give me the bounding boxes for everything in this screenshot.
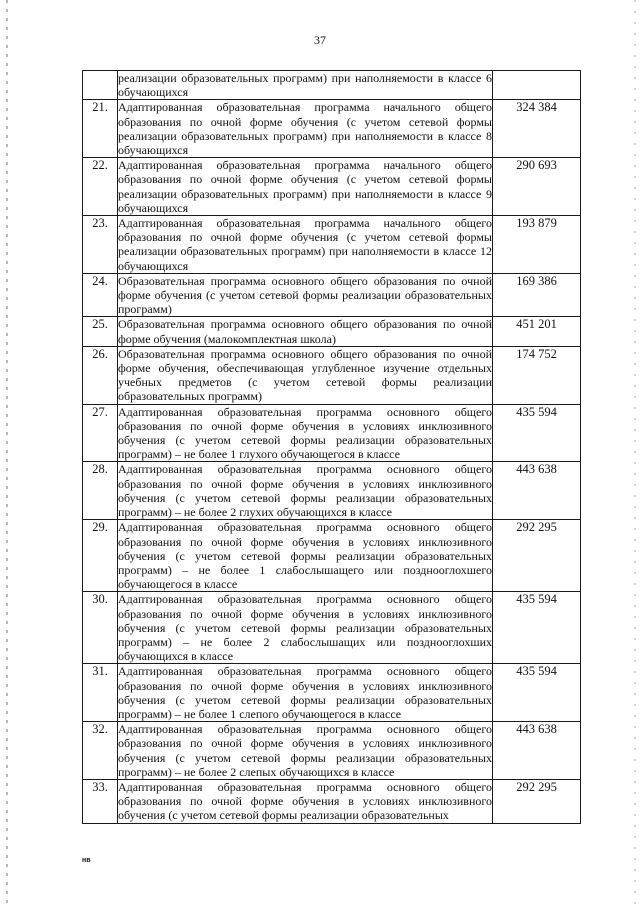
- table-row: [83, 317, 581, 346]
- row-number: 32.: [83, 722, 118, 780]
- row-description: Адаптированная образовательная программа начального общего образования по очной форме обучения (с учетом сетевой формы реализации образовательных программ) при наполняемости в классе 9 обучающихся: [118, 158, 492, 215]
- row-description: Образовательная программа основного общего образования по очной форме обучения (с учетом сетевой формы реализации образовательных программ): [118, 273, 492, 317]
- table-row: [83, 592, 581, 664]
- row-number: 21.: [83, 100, 118, 158]
- table-row: [83, 216, 581, 274]
- row-number: 23.: [83, 216, 118, 274]
- table-row: [83, 722, 581, 780]
- table-row: [83, 100, 581, 158]
- row-value: 435 594: [493, 404, 581, 462]
- row-value: 174 752: [493, 346, 581, 404]
- table-row: [83, 158, 581, 216]
- table-row: [83, 273, 581, 317]
- row-description: Адаптированная образовательная программа основного общего образования по очной форме обучения в условиях инклюзивного обучения (с учетом сетевой формы реализации образовательных программ) – не более 2 слепых обучающихся в классе: [118, 722, 492, 779]
- row-description: Адаптированная образовательная программа начального общего образования по очной форме обучения (с учетом сетевой формы реализации образовательных программ) при наполняемости в классе 8 обучающихся: [118, 100, 492, 158]
- row-number: 31.: [83, 664, 118, 722]
- row-value: 292 295: [493, 779, 581, 823]
- row-value: 169 386: [493, 273, 581, 317]
- scan-edge-left: [6, 0, 8, 905]
- row-value: 435 594: [493, 664, 581, 722]
- table-row: [83, 520, 581, 592]
- table-row: [83, 404, 581, 462]
- row-number: 26.: [83, 346, 118, 404]
- table-row: [83, 664, 581, 722]
- page-number: 37: [314, 33, 326, 47]
- row-description: Адаптированная образовательная программа основного общего образования по очной форме обучения в условиях инклюзивного обучения (с учетом сетевой формы реализации образовательных программ) – не более 1 слепого обучающегося в классе: [118, 664, 492, 721]
- footer-mark: нв: [82, 857, 91, 864]
- row-value: 324 384: [493, 100, 581, 158]
- row-number: [83, 71, 118, 100]
- table-body: [83, 71, 581, 824]
- table-row: [83, 779, 581, 823]
- scan-edge-right: [634, 0, 636, 905]
- table-row: [83, 71, 581, 100]
- row-value: 443 638: [493, 462, 581, 520]
- row-number: 33.: [83, 779, 118, 823]
- tariff-table: [82, 70, 581, 824]
- row-number: 24.: [83, 273, 118, 317]
- row-value: [493, 71, 581, 100]
- row-description: Адаптированная образовательная программа основного общего образования по очной форме обучения в условиях инклюзивного обучения (с учетом сетевой формы реализации образовательных программ) – не более 1 глухого обучающегося в классе: [118, 404, 492, 462]
- row-number: 27.: [83, 404, 118, 462]
- row-description: Адаптированная образовательная программа основного общего образования по очной форме обучения в условиях инклюзивного обучения (с учетом сетевой формы реализации образовательных программ) – не более 1 слабослышащего или позднооглохшего обучающегося в классе: [118, 520, 492, 592]
- row-number: 29.: [83, 520, 118, 592]
- row-description: Адаптированная образовательная программа основного общего образования по очной форме обучения в условиях инклюзивного обучения (с учетом сетевой формы реализации образовательных программ) – не более 2 слабослышащих или позднооглохших обучающихся в классе: [118, 592, 492, 664]
- row-number: 22.: [83, 158, 118, 216]
- row-number: 25.: [83, 317, 118, 346]
- row-description: Адаптированная образовательная программа основного общего образования по очной форме обучения в условиях инклюзивного обучения (с учетом сетевой формы реализации образовательных программ) – не более 2 глухих обучающихся в классе: [118, 462, 492, 520]
- row-number: 28.: [83, 462, 118, 520]
- row-description: Образовательная программа основного общего образования по очной форме обучения (малокомплектная школа): [118, 317, 492, 346]
- row-value: 290 693: [493, 158, 581, 216]
- row-value: 443 638: [493, 722, 581, 780]
- row-value: 435 594: [493, 592, 581, 664]
- table-row: [83, 462, 581, 520]
- row-value: 451 201: [493, 317, 581, 346]
- row-description: Образовательная программа основного общего образования по очной форме обучения, обеспечивающая углубленное изучение отдельных учебных предметов (с учетом сетевой формы реализации образовательных программ): [118, 346, 492, 404]
- row-description: Адаптированная образовательная программа основного общего образования по очной форме обучения в условиях инклюзивного обучения (с учетом сетевой формы реализации образовательных: [118, 779, 492, 823]
- row-description: Адаптированная образовательная программа начального общего образования по очной форме обучения (с учетом сетевой формы реализации образовательных программ) при наполняемости в классе 12 обучающихся: [118, 216, 492, 273]
- table-row: [83, 346, 581, 404]
- row-value: 193 879: [493, 216, 581, 274]
- row-value: 292 295: [493, 520, 581, 592]
- row-description: реализации образовательных программ) при наполняемости в классе 6 обучающихся: [118, 71, 492, 100]
- row-number: 30.: [83, 592, 118, 664]
